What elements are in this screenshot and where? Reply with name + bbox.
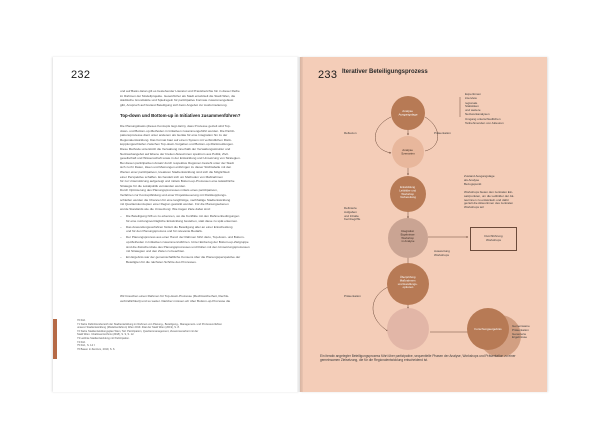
- reflexion-loop: [375, 117, 391, 153]
- bullet-item: [120, 235, 280, 253]
- footnote: 70 Ibid.: [77, 319, 86, 322]
- circle-entwicklung-leitbilder: [390, 176, 426, 212]
- footnote: 71 Siehe Definitionsbereich der Stadtentwicklung im Rahmen von Planung-, Beteiligung-, Management- und Prozessverfahren: [77, 322, 223, 326]
- footnote: 73 Leitlinie Stadtentwicklung mit Partizipation.: [77, 336, 130, 340]
- circle-label: Leitbilder und: [399, 188, 417, 193]
- bullet-item: [120, 214, 280, 223]
- label-auswertung: Auswertung Workshops: [434, 249, 450, 257]
- text-line: sich zu ihr Daten, Ideen und Meinungen einbringen zu dieser Stichtabelle mit den: [120, 165, 232, 170]
- circle-label: optionen: [402, 285, 414, 290]
- circle-label: Entwicklung: [400, 185, 416, 189]
- book-spread: [53, 57, 547, 392]
- legend-item: regionale Statistiken und weitere Netzwerkanalysen: [465, 100, 490, 116]
- label-prasentation-top: Präsentation: [434, 131, 451, 135]
- book-gutter: [297, 57, 303, 392]
- circle-label: Forschungsergebnis: [474, 327, 502, 331]
- text-line: Werten einer partizipativen, kreativen Stadtentwicklung sind sich die Möglichkeit: [120, 169, 230, 174]
- bullet-dash: –: [120, 224, 122, 229]
- text-line: pationsprozesse dient unter anderem als Geräte für eine Integration hin zu der: [120, 133, 228, 138]
- page-number-left: 232: [71, 69, 91, 81]
- circle-overlap-pair: [387, 308, 521, 357]
- footnote: unserer Stadtentwicklung (Modellverfahren) Wien 2019. Zitat der Stadt Wien (2019), S. 8.: [77, 326, 180, 330]
- text-line: einer Perspektive schaffen. Es handelt sich um Methoden von Maßnahmen: [120, 174, 223, 179]
- circle-label: in Analyse: [401, 239, 415, 244]
- bullet-item: [120, 255, 280, 264]
- workshop-box-label: Durchführung Workshops: [484, 234, 503, 242]
- text-line: Durch Optimierung des Planungsprozesses mittels eines partizipativen,: [120, 188, 218, 193]
- circle-label: Vorbereitung: [400, 195, 416, 200]
- circle-label: Ergebnisse: [400, 232, 415, 237]
- circle-label: Workshop: [401, 235, 414, 240]
- bullet-dash: –: [120, 235, 122, 240]
- intro-paragraph: [120, 89, 280, 107]
- circle-label: Workshop: [401, 191, 414, 196]
- footnotes: [77, 319, 267, 351]
- text-line: für zur Unterstützung aufgezeigt und mittels Bottom-up-Prozessen eine tatsächliche: [120, 179, 235, 184]
- circle-label: und Handlungs-: [397, 281, 418, 286]
- text-line: im Rahmen der Modellprojekte. Gesetzlicher als Stadt entwickelt die Stadt Wien, die: [120, 93, 236, 98]
- circle-label: Integration: [401, 229, 415, 233]
- left-page: [53, 57, 300, 392]
- text-line: wurde Standards wie die Umsetzung: Wie tragen Ziele dabei sind:: [120, 206, 211, 211]
- text-line: kopplungsschleifen zwischen Top-down-Vorgaben und Bottom-up-Rückmeldungen.: [120, 142, 234, 147]
- chapter-marker-bar: [53, 319, 57, 359]
- text-line: Strategie für die Lokalpolitik verstanden werden.: [120, 183, 187, 188]
- circle-label: Szenarien: [401, 151, 415, 156]
- note-workshop: Workshops bieten den zentralen Ein- satzpunkten, um die Leitbilder der Ak- teurinnen zu entwickeln und dafür gezielt die Akteurinnen des zentralen Workshops teil: [464, 190, 515, 210]
- text-line: gesellschaft und Wissenschaft sowie in der Entwicklung und Umsetzung von Strategien.: [120, 156, 241, 161]
- bullet-dash: –: [120, 255, 122, 260]
- text-line: Wir brauchen einen Rahmen für Top-down-Prozesse (Rechtssicherheit, Rechts-: [120, 294, 230, 298]
- bullet-text: Ein Ergebnis war der gemeinschaftliche Konsens über die Planungsperspektive der Beteiligten für die nächsten Schritte des Prozesses.: [126, 255, 241, 264]
- circle-analyse-szenarien: [392, 136, 424, 168]
- text-line: städtische Grundsätze und Spielregeln für partizipative Formate zusammengefasst: [120, 98, 234, 103]
- bullet-text: Das Anwendungsverfahren fördert die Beteiligung aller an einer Entscheidung und für den Planungsprozess und für relevante Bedarfe.: [126, 224, 233, 234]
- figure-caption: Ein iterativ angelegter Beteiligungsprozess führt über partizipative, sequentielle Phasen der Analyse, Workshops und Präsentation zu einer gemeinsamen Zielsetzung, die für die Regionalentwicklung entscheidend ist.: [320, 354, 516, 363]
- result-labels: Gemeinsame Präsentation Generierte Ergebnisse: [512, 324, 530, 340]
- text-line: schleifen werden die Chancen für eine langfristige, nachhaltige Stadtentwicklung: [120, 197, 231, 202]
- bullet-text: Der Planungsprozess aus einer Hand: der Rahmen führt dazu, Top-down- und Bottom- up-Methoden in Initiativen zusammenzuführen. Unter Einbezug der Bottom-up-Zielgruppe sind die Zwischenziele des Planungsprozesses und Rollen mit den Umsetzungsprozessen mit Strategien und den Zielen zu beachten.: [126, 235, 250, 254]
- bullet-text: Die Beteiligung hilft es zu erkennen, wo die Konflikte mit den Rahmenbedingungen für eine nutzungsverträgliche Entwicklung bestehen, statt diese zu spät erkennen.: [126, 214, 240, 223]
- circle-label: Analyse: [402, 148, 413, 152]
- svg-text:Entwicklung Leitbild: [399, 185, 417, 199]
- text-line: Verfahren zur Konzeptbildung und einer Projektsteuerung mit Rückkopplungs-: [120, 192, 227, 197]
- footnote: Stadt Wien. Inhaltsverzeichnis (2018), S. 9, S. 12.: [77, 333, 135, 337]
- text-line: down- und Bottom-up-Methoden in Initiativen zusammengeführt werden. Die Partizi-: [120, 128, 236, 133]
- svg-text:Analyse Szenarien: [401, 148, 415, 156]
- circle-label: Maßnahmen: [399, 278, 416, 283]
- label-definition: Definierte Aufgaben und Inhalte Kernbegriffe: [344, 206, 361, 222]
- circle-analyse-ausgangslage: [391, 96, 425, 130]
- footnote: 72 Siehe Stadtentwicklungsplan Wien, Teil: Partizipation, Quartiersmanagement, Zusammenarbeit mit der: [77, 329, 199, 333]
- text-line: und auf Basis daran gilt es bestehender Literatur und Praxisberichte hin in dieser Reihe: [120, 89, 240, 93]
- svg-text:Integration Ergebnis: [401, 229, 416, 243]
- circle-label: Analyse: [402, 109, 413, 113]
- closing-paragraph: [120, 294, 280, 303]
- text-line: verbindlichkeit) und so weiter. Darüber müssen wir über Bottom-up-Prozesse die: [120, 298, 231, 303]
- footnote: 74 Ibid.: [77, 340, 86, 344]
- lower-loop: [373, 287, 388, 331]
- label-prasentation-bottom: Präsentation: [344, 294, 361, 298]
- circle-label: Überprüfung: [399, 275, 416, 279]
- text-line: Diese Methode unterstützt die Verwaltung innerhalb der Verwaltungsstruktur und: [120, 146, 231, 151]
- right-page: [300, 57, 547, 392]
- top-legend: [465, 93, 535, 125]
- text-line: mit Quartierskonzepten einer Region gestärkt werden. Für die Planungsebenen: [120, 202, 229, 207]
- circle-label: Ausgangslage: [398, 112, 418, 117]
- bullet-item: [120, 225, 280, 234]
- text-line: gibt, Anspruch auf breitest Beteiligung sich beim Angebot zur Ausformulierung.: [120, 102, 228, 107]
- label-reflexion: Reflexion: [344, 131, 357, 135]
- footnote: 75 Ibid., S. 14 f.: [77, 344, 96, 348]
- legend-item: Expertinnen interview: [465, 92, 482, 100]
- page-number-right: 233: [318, 69, 338, 81]
- bullet-dash: –: [120, 214, 122, 218]
- bullet-list: [120, 214, 280, 266]
- text-line: Bei diesen partizipativen Ansatz durch respektive Regionen besteht unter der Stadt: [120, 160, 234, 165]
- diagram-title: Iterativer Beteiligungsprozess: [342, 69, 428, 75]
- legend-item: Umgang unterschiedlichen Teilnehmenden von Akteuren: [465, 116, 504, 125]
- text-line: Regionalentwicklung. Das Format baut auf einem System mit verbindlichen Rück-: [120, 137, 232, 142]
- circle-uberprufung-massnahmen: [387, 263, 429, 305]
- footnote: 76 Bauen in Zentrum, 2019, S. 6.: [77, 347, 116, 351]
- text-line: Die Planungsbasis (dieses Konzepts liegt darin), dass Prozesse gezielt wird Top-: [120, 124, 231, 128]
- text-line: Netzwerkangebot auf Ebene der breiten Akteurinnen spektrum aus Politik, Zivil-: [120, 151, 229, 156]
- body-paragraph: [120, 124, 280, 211]
- workshop-box: [470, 227, 517, 251]
- note-zustand: Zustand Ausgangslage als Analyse Bezugspunkt: [464, 174, 495, 186]
- section-heading: Top-down und Bottom-up in Initiativen zusammenführen?: [120, 113, 241, 118]
- circle-integration-ergebnisse: [388, 218, 428, 258]
